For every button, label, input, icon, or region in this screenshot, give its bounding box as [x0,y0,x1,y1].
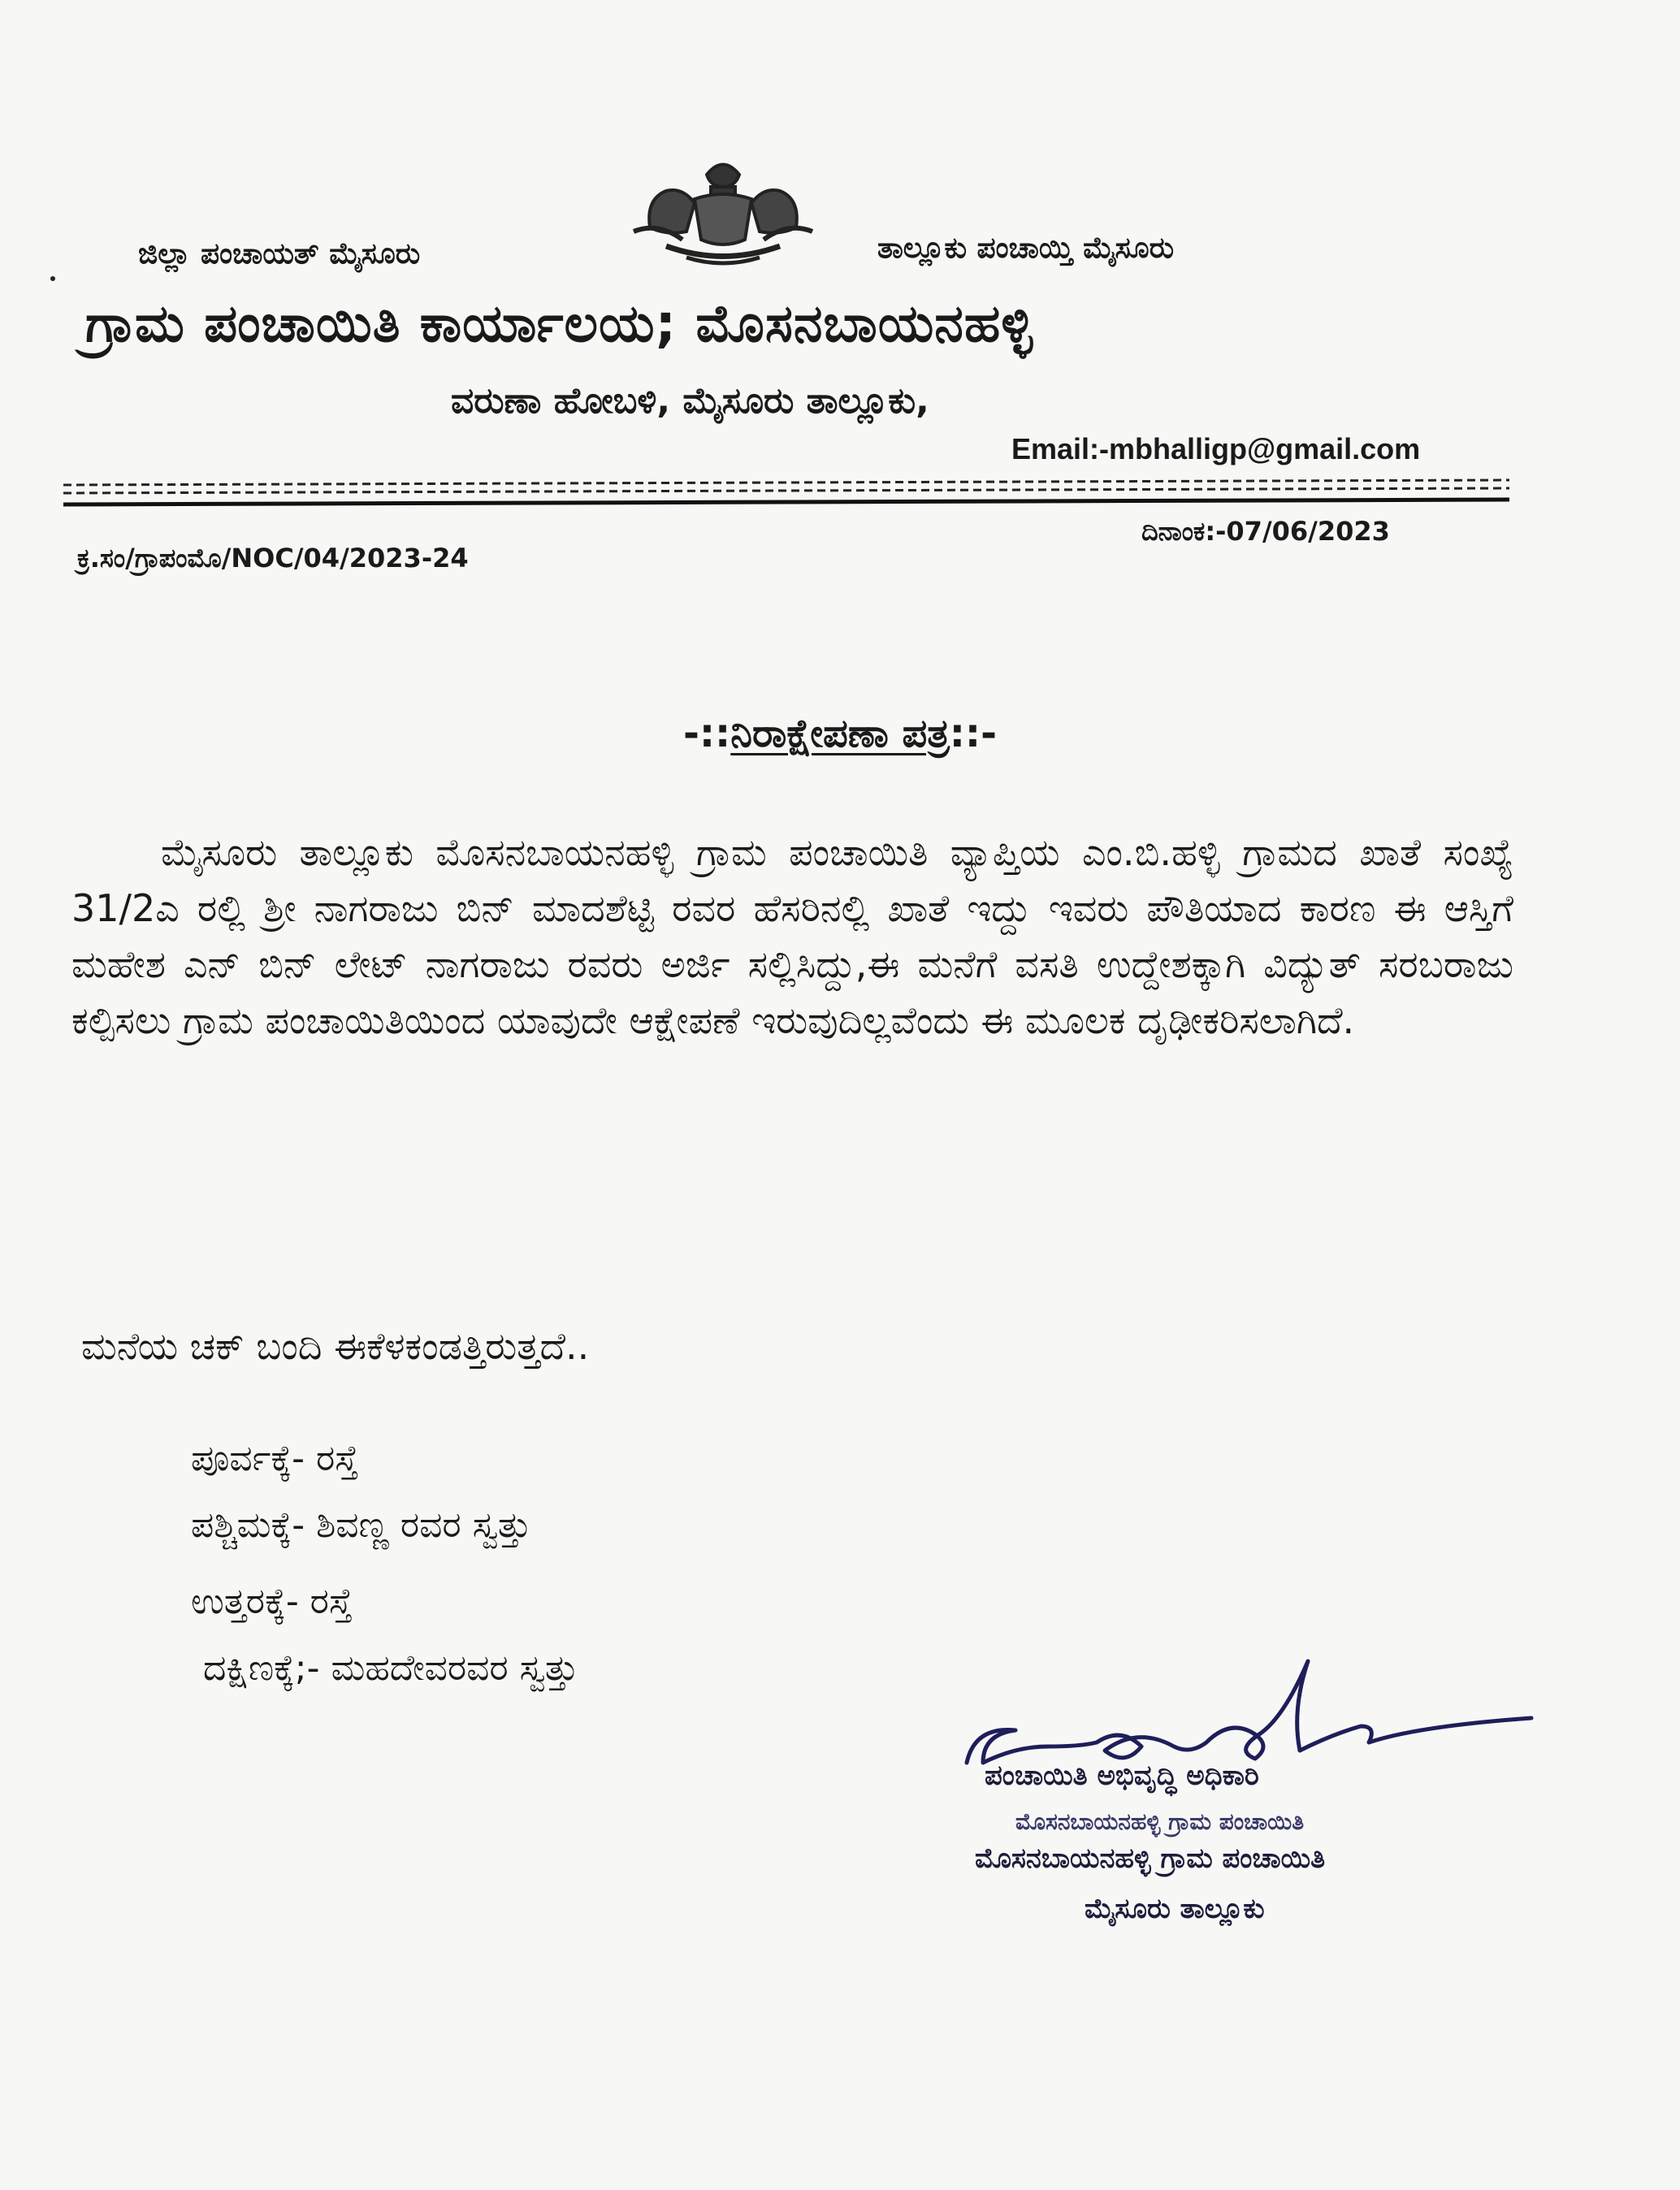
reference-number: ಕ್ರ.ಸಂ/ಗ್ರಾಪಂಮೊ/NOC/04/2023-24 [77,543,469,573]
title-suffix: ::- [949,711,998,756]
body-text: ಮೈಸೂರು ತಾಲ್ಲೂಕು ಮೊಸನಬಾಯನಹಳ್ಳಿ ಗ್ರಾಮ ಪಂಚಾಯಿತಿ ವ್ಯಾಪ್ತಿಯ ಎಂ.ಬಿ.ಹಳ್ಳಿ ಗ್ರಾಮದ ಖಾತೆ ಸಂಖ್ಯೆ 31/2ಎ ರಲ್ಲಿ ಶ್ರೀ ನಾಗರಾಜು ಬಿನ್ ಮಾದಶೆಟ್ಟಿ ರವರ ಹೆಸರಿನಲ್ಲಿ ಖಾತೆ ಇದ್ದು ಇವರು ಪೌತಿಯಾದ ಕಾರಣ ಈ ಆಸ್ತಿಗೆ ಮಹೇಶ ಎನ್ ಬಿನ್ ಲೇಟ್ ನಾಗರಾಜು ರವರು ಅರ್ಜಿ ಸಲ್ಲಿಸಿದ್ದು,ಈ ಮನೆಗೆ ವಸತಿ ಉದ್ದೇಶಕ್ಕಾಗಿ ವಿದ್ಯುತ್ ಸರಬರಾಜು ಕಲ್ಪಿಸಲು ಗ್ರಾಮ ಪಂಚಾಯಿತಿಯಿಂದ ಯಾವುದೇ ಆಕ್ಷೇಪಣೆ ಇರುವುದಿಲ್ಲವೆಂದು ಈ ಮೂಲಕ ದೃಢೀಕರಿಸಲಾಗಿದೆ. [71,830,1513,1042]
issue-date: ದಿನಾಂಕ:-07/06/2023 [1141,516,1390,547]
taluk-panchayat-label: ತಾಲ್ಲೂಕು ಪಂಚಾಯ್ತಿ ಮೈಸೂರು [877,232,1175,265]
document-title [0,711,1680,757]
signatory-taluk: ಮೈಸೂರು ತಾಲ್ಲೂಕು [1085,1893,1265,1925]
address-line: ವರುಣಾ ಹೋಬಳಿ, ಮೈಸೂರು ತಾಲ್ಲೂಕು, [451,380,929,422]
certificate-body [71,824,1513,1049]
boundary-intro: ಮನೆಯ ಚಕ್ ಬಂದಿ ಈಕೆಳಕಂಡತ್ತಿರುತ್ತದೆ.. [81,1324,590,1368]
email-address: Email:-mbhalligp@gmail.com [1011,432,1421,465]
district-panchayat-label: ಜಿಲ್ಲಾ ಪಂಚಾಯತ್ ಮೈಸೂರು [138,237,421,271]
title-text: ನಿರಾಕ್ಷೇಪಣಾ ಪತ್ರ [730,711,950,756]
title-prefix: -:: [682,711,731,756]
boundary-east: ಪೂರ್ವಕ್ಕೆ- ರಸ್ತೆ [191,1438,359,1479]
boundary-north: ಉತ್ತರಕ್ಕೆ- ರಸ್ತೆ [191,1581,353,1622]
ink-dot [50,276,55,281]
signatory-office: ಮೊಸನಬಾಯನಹಳ್ಳಿ ಗ್ರಾಮ ಪಂಚಾಯಿತಿ [975,1842,1326,1875]
official-stamp-text: ಮೊಸನಬಾಯನಹಳ್ಳಿ ಗ್ರಾಮ ಪಂಚಾಯಿತಿ [1015,1808,1305,1835]
boundary-west: ಪಶ್ಚಿಮಕ್ಕೆ- ಶಿವಣ್ಣ ರವರ ಸ್ವತ್ತು [191,1504,531,1546]
boundary-south: ದಕ್ಷಿಣಕ್ಕೆ;- ಮಹದೇವರವರ ಸ್ವತ್ತು [203,1647,578,1689]
state-emblem-icon [617,150,829,272]
signatory-designation: ಪಂಚಾಯಿತಿ ಅಭಿವೃದ್ಧಿ ಅಧಿಕಾರಿ [985,1759,1259,1792]
office-title: ಗ್ರಾಮ ಪಂಚಾಯಿತಿ ಕಾರ್ಯಾಲಯ; ಮೊಸನಬಾಯನಹಳ್ಳಿ [85,294,1034,354]
signature [950,1657,1584,1820]
